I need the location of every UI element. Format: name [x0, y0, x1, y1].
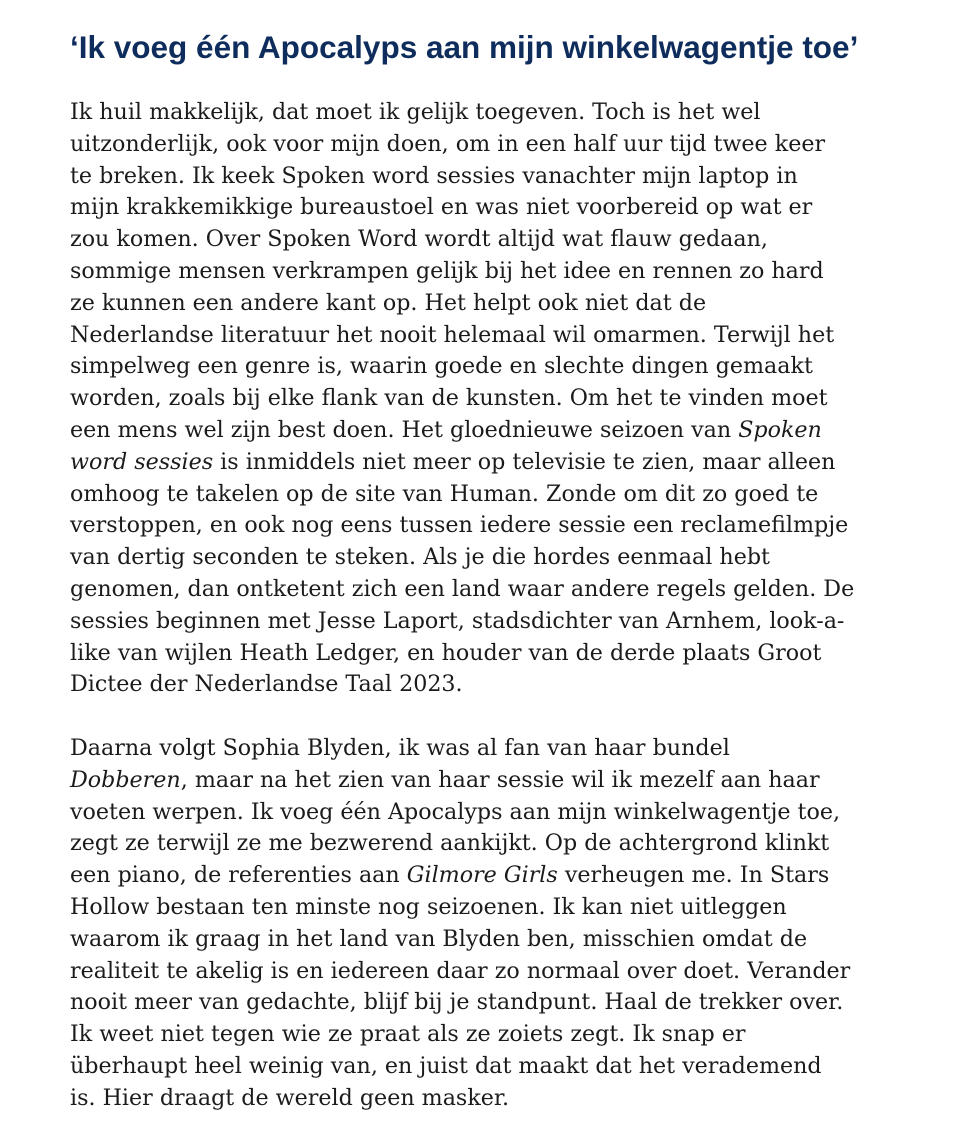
text-line	[70, 192, 854, 224]
text-line	[70, 892, 850, 924]
body-text: een piano, de referenties aan	[70, 862, 407, 889]
body-text: Hollow bestaan ten minste nog seizoenen. Ik kan niet uitleggen	[70, 893, 787, 920]
paragraph	[70, 97, 854, 701]
text-line	[70, 256, 854, 288]
body-text: van dertig seconden te steken. Als je die hordes eenmaal hebt	[70, 544, 770, 571]
body-text: uitzonderlijk, ook voor mijn doen, om in een half uur tijd twee keer	[70, 130, 826, 157]
body-text: like van wijlen Heath Ledger, en houder van de derde plaats Groot	[70, 639, 822, 666]
text-line	[70, 1019, 850, 1051]
body-text: Ik weet niet tegen wie ze praat als ze zoiets zegt. Ik snap er	[70, 1021, 746, 1048]
text-line	[70, 288, 854, 320]
text-line	[70, 97, 854, 129]
body-text: Dictee der Nederlandse Taal 2023.	[70, 671, 463, 698]
italic-title-text: word sessies	[70, 448, 214, 475]
body-text: Nederlandse literatuur het nooit helemaal wil omarmen. Terwijl het	[70, 321, 835, 348]
body-text: verheugen me. In Stars	[557, 862, 830, 889]
text-line	[70, 542, 854, 574]
body-text: worden, zoals bij elke flank van de kunsten. Om het te vinden moet	[70, 385, 828, 412]
text-line	[70, 351, 854, 383]
body-text: verstoppen, en ook nog eens tussen iedere sessie een reclamefilmpje	[70, 512, 849, 539]
body-text: genomen, dan ontketent zich een land waar andere regels gelden. De	[70, 575, 855, 602]
body-text: nooit meer van gedachte, blijf bij je standpunt. Haal de trekker over.	[70, 989, 844, 1016]
body-text: een mens wel zijn best doen. Het gloednieuwe seizoen van	[70, 416, 739, 443]
body-text: is. Hier draagt de wereld geen masker.	[70, 1084, 510, 1111]
body-text: mijn krakkemikkige bureaustoel en was niet voorbereid op wat er	[70, 194, 813, 221]
text-line	[70, 956, 850, 988]
text-line	[70, 606, 854, 638]
italic-title-text: Spoken	[738, 416, 822, 443]
text-line	[70, 161, 854, 193]
body-text: zou komen. Over Spoken Word wordt altijd wat flauw gedaan,	[70, 226, 768, 253]
body-text: omhoog te takelen op de site van Human. Zonde om dit zo goed te	[70, 480, 819, 507]
text-line	[70, 669, 854, 701]
text-line	[70, 415, 854, 447]
text-line	[70, 479, 854, 511]
article-title: ‘Ik voeg één Apocalyps aan mijn winkelwagentje toe’	[70, 29, 859, 65]
body-text: sommige mensen verkrampen gelijk bij het idee en rennen zo hard	[70, 257, 824, 284]
text-line	[70, 1051, 850, 1083]
text-line	[70, 224, 854, 256]
body-text: sessies beginnen met Jesse Laport, stadsdichter van Arnhem, look-a-	[70, 607, 845, 634]
text-line	[70, 860, 850, 892]
body-text: , maar na het zien van haar sessie wil ik mezelf aan haar	[180, 766, 820, 793]
text-line	[70, 797, 850, 829]
body-text: simpelweg een genre is, waarin goede en slechte dingen gemaakt	[70, 353, 813, 380]
text-line	[70, 1083, 850, 1115]
body-text: überhaupt heel weinig van, en juist dat maakt dat het verademend	[70, 1052, 822, 1079]
text-line	[70, 383, 854, 415]
body-text: is inmiddels niet meer op televisie te zien, maar alleen	[213, 448, 836, 475]
text-line	[70, 638, 854, 670]
text-line	[70, 765, 850, 797]
paragraph	[70, 733, 850, 1115]
body-text: te breken. Ik keek Spoken word sessies vanachter mijn laptop in	[70, 162, 798, 189]
body-text: Daarna volgt Sophia Blyden, ik was al fan van haar bundel	[70, 735, 730, 761]
body-text: ze kunnen een andere kant op. Het helpt ook niet dat de	[70, 289, 707, 316]
text-line	[70, 320, 854, 352]
body-text: zegt ze terwijl ze me bezwerend aankijkt. Op de achtergrond klinkt	[70, 830, 830, 857]
italic-title-text: Dobberen	[70, 766, 181, 793]
text-line	[70, 129, 854, 161]
text-line	[70, 987, 850, 1019]
body-text: Ik huil makkelijk, dat moet ik gelijk toegeven. Toch is het wel	[70, 99, 761, 125]
body-text: waarom ik graag in het land van Blyden ben, misschien omdat de	[70, 925, 808, 952]
text-line	[70, 574, 854, 606]
text-line	[70, 924, 850, 956]
italic-title-text: Gilmore Girls	[406, 862, 558, 889]
text-line	[70, 447, 854, 479]
text-line	[70, 510, 854, 542]
text-line	[70, 733, 850, 765]
text-line	[70, 828, 850, 860]
body-text: realiteit te akelig is en iedereen daar zo normaal over doet. Verander	[70, 957, 851, 984]
body-text: voeten werpen. Ik voeg één Apocalyps aan mijn winkelwagentje toe,	[70, 798, 841, 825]
